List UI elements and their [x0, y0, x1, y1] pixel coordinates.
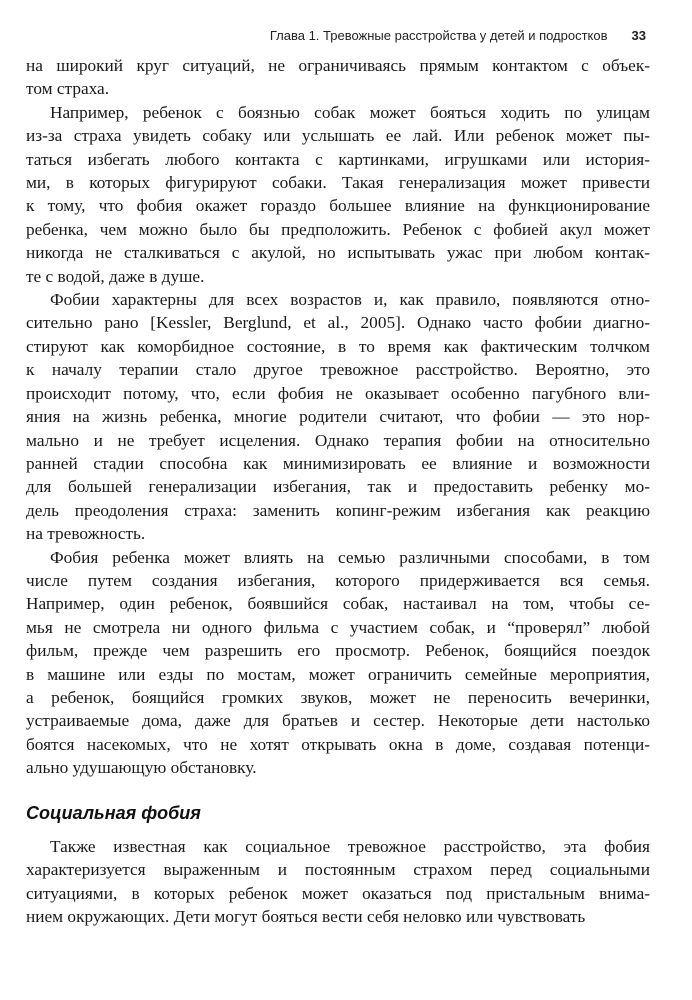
text-line: Также известная как социальное тревожное расстройство, эта фобия	[50, 837, 650, 856]
text-line: из-за страха увидеть собаку или услышать ее лай. Или ребенок может пы-	[26, 126, 650, 146]
paragraph	[26, 288, 650, 545]
text-line: Например, один ребенок, боявшийся собак, настаивал на том, чтобы се-	[26, 594, 650, 614]
text-line: боятся насекомых, что не хотят открывать окна в доме, создавая потенци-	[26, 734, 650, 754]
text-line: к началу терапии стало другое тревожное расстройство. Вероятно, это	[26, 360, 650, 380]
text-line: к тому, что фобия окажет гораздо большее влияние на функционирование	[26, 196, 650, 216]
section-heading: Социальная фобия	[26, 802, 201, 823]
text-line: ранней стадии способна как минимизировать ее влияние и возможности	[26, 453, 650, 473]
text-line: те с водой, даже в душе.	[26, 266, 205, 286]
paragraph	[26, 835, 650, 929]
text-line: яния на жизнь ребенка, многие родители считают, что фобии — это нор-	[26, 407, 650, 427]
text-line: нием окружающих. Дети могут бояться вести себя неловко или чувствовать	[26, 907, 586, 927]
text-line: мья не смотрела ни одного фильма с участием собак, и “проверял” любой	[26, 617, 650, 637]
text-line: мально и не требует исцеления. Однако терапия фобии на относительно	[26, 430, 650, 450]
text-line: ситуациями, в которых ребенок может оказаться под пристальным внима-	[26, 883, 650, 903]
text-line: Например, ребенок с боязнью собак может бояться ходить по улицам	[50, 102, 650, 122]
text-line: в машине или езды по мостам, может ограничить семейные мероприятия,	[26, 664, 650, 684]
paragraph	[26, 101, 650, 288]
text-line: характеризуется выраженным и постоянным страхом перед социальными	[26, 860, 650, 880]
text-line: ребенка, чем можно было бы предположить. Ребенок с фобией акул может	[26, 219, 650, 239]
page-number: 33	[631, 28, 646, 43]
text-line: устраиваемые дома, даже для братьев и сестер. Некоторые дети настолько	[26, 711, 650, 731]
chapter-title: Глава 1. Тревожные расстройства у детей и подростков	[269, 28, 608, 43]
body-text	[26, 54, 650, 929]
text-line: стируют как коморбидное состояние, в то время как фактическим толчком	[26, 336, 650, 356]
section-paragraphs	[26, 835, 650, 929]
text-line: на широкий круг ситуаций, не ограничиваясь прямым контактом с объек-	[26, 56, 650, 75]
text-line: ми, в которых фигурируют собаки. Такая генерализация может привести	[26, 173, 650, 193]
paragraph	[26, 54, 650, 101]
text-line: а ребенок, боящийся громких звуков, может не переносить вечеринки,	[26, 687, 650, 707]
text-line: числе путем создания избегания, которого придерживается вся семья.	[26, 570, 650, 590]
text-line: никогда не сталкиваться с акулой, но испытывать ужас при любом контак-	[26, 243, 650, 263]
text-line: для большей генерализации избегания, так и предоставить ребенку мо-	[26, 477, 650, 497]
book-page	[26, 28, 650, 978]
text-line: дель преодоления страха: заменить копинг-режим избегания как реакцию	[26, 500, 650, 520]
text-line: фильм, прежде чем разрешить его просмотр. Ребенок, боящийся поездок	[26, 641, 650, 661]
text-line: ально удушающую обстановку.	[26, 758, 257, 778]
text-line: том страха.	[26, 79, 110, 99]
running-head	[34, 28, 646, 54]
text-line: таться избегать любого контакта с картинками, игрушками или история-	[26, 149, 650, 169]
text-line: Фобия ребенка может влиять на семью различными способами, в том	[50, 547, 650, 567]
text-line: Фобии характерны для всех возрастов и, как правило, появляются отно-	[50, 290, 650, 310]
text-line: на тревожность.	[26, 524, 146, 544]
paragraphs	[26, 54, 650, 780]
paragraph	[26, 546, 650, 780]
text-line: сительно рано [Kessler, Berglund, et al., 2005]. Однако часто фобии диагно-	[26, 313, 650, 333]
text-line: происходит потому, что, если фобия не оказывает особенно пагубного вли-	[26, 383, 650, 403]
